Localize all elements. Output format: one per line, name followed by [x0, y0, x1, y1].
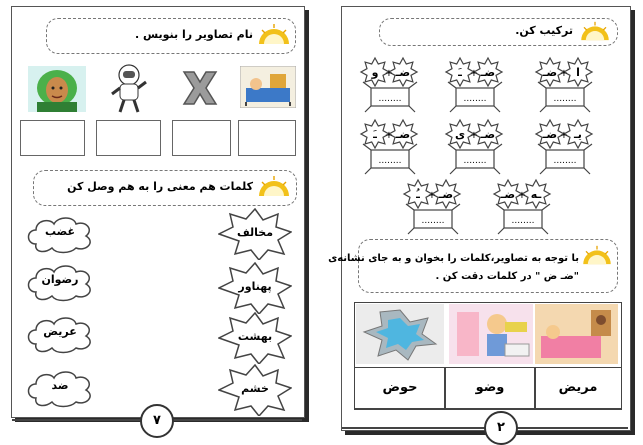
x-sign-picture: [180, 68, 220, 108]
letter-right: ضـ: [480, 128, 496, 141]
pool-picture: [356, 304, 444, 364]
letter-left: ـُ: [416, 188, 420, 201]
letter-right: یـ: [574, 128, 582, 141]
section1-logo-icon: [256, 22, 292, 46]
combine-puzzle-5: [446, 120, 502, 174]
plus-sign: +: [384, 130, 394, 141]
answer-box-3[interactable]: [172, 120, 231, 156]
sick-child-picture: [535, 304, 618, 364]
letter-left: ضـ: [542, 66, 558, 79]
answer-dots: ........: [463, 156, 487, 166]
word-cell-vozu: وضو: [444, 367, 536, 409]
letter-left: ـَ: [373, 128, 377, 141]
answer-dots: ........: [553, 94, 577, 104]
sick-child-in-bed-picture: [240, 66, 296, 108]
left-word-2[interactable]: رضوان: [41, 273, 79, 286]
combine-title: ترکیب کن.: [515, 24, 573, 37]
letter-left: و: [371, 66, 379, 79]
left-word-4[interactable]: ضد: [51, 379, 69, 392]
combine-puzzle-8: [404, 180, 460, 234]
combine-puzzle-3: [361, 58, 417, 112]
answer-dots: ........: [378, 94, 402, 104]
letter-right: ضـ: [480, 66, 496, 79]
letter-left: ضـ: [542, 128, 558, 141]
plus-sign: +: [559, 130, 569, 141]
combine-puzzle-2: [446, 58, 502, 112]
answer-dots: ........: [463, 94, 487, 104]
combine-logo-icon: [578, 20, 612, 42]
section2-title: کلمات هم معنی را به هم وصل کن: [67, 180, 253, 193]
plus-sign: +: [384, 68, 394, 79]
section1-title: نام تصاویر را بنویس .: [134, 28, 253, 41]
combine-puzzle-7: [494, 180, 550, 234]
page-number-2: ۲: [484, 411, 518, 445]
right-word-2[interactable]: پهناور: [238, 280, 272, 293]
answer-dots: ........: [511, 216, 535, 226]
letter-right: ـه: [530, 188, 542, 201]
right-word-3[interactable]: بهشت: [237, 330, 273, 343]
word-cell-hawz: حوض: [354, 367, 446, 409]
combine-puzzle-1: [536, 58, 592, 112]
astronaut-picture: [108, 62, 150, 114]
read-instruction-line-2: "ضـ ض " در کلمات دقت کن .: [435, 271, 579, 282]
letter-right: ا: [576, 66, 580, 79]
word-cell-mariz: مریض: [534, 367, 622, 409]
boy-washing-picture: [449, 304, 533, 364]
letter-right: ضـ: [438, 188, 454, 201]
plus-sign: +: [559, 68, 569, 79]
combine-puzzles: [341, 50, 629, 235]
answer-box-4[interactable]: [238, 120, 296, 156]
answer-box-1[interactable]: [20, 120, 85, 156]
read-instruction-line-1: با توجه به تصاویر،کلمات را بخوان و به جای نشانه‌ی: [328, 253, 579, 264]
page-number-7: ۷: [140, 404, 174, 438]
plus-sign: +: [469, 68, 479, 79]
read-header-box: [358, 239, 618, 293]
man-in-green-scarf-picture: [28, 66, 86, 112]
answer-dots: ........: [378, 156, 402, 166]
letter-left: ضـ: [500, 188, 516, 201]
answer-dots: ........: [553, 156, 577, 166]
letter-left: ی: [454, 128, 466, 141]
letter-left: ـَ: [458, 66, 462, 79]
read-logo-icon: [580, 244, 614, 266]
answer-box-2[interactable]: [96, 120, 161, 156]
plus-sign: +: [517, 190, 527, 201]
plus-sign: +: [427, 190, 437, 201]
combine-puzzle-4: [536, 120, 592, 174]
right-word-1[interactable]: مخالف: [236, 226, 274, 239]
letter-right: ضـ: [395, 66, 411, 79]
answer-dots: ........: [421, 216, 445, 226]
left-word-1[interactable]: غضب: [45, 225, 75, 238]
plus-sign: +: [469, 130, 479, 141]
combine-puzzle-6: [361, 120, 417, 174]
section2-logo-icon: [256, 174, 292, 198]
right-word-4[interactable]: خشم: [241, 382, 269, 395]
letter-right: ضـ: [395, 128, 411, 141]
left-word-3[interactable]: عریض: [43, 325, 77, 338]
